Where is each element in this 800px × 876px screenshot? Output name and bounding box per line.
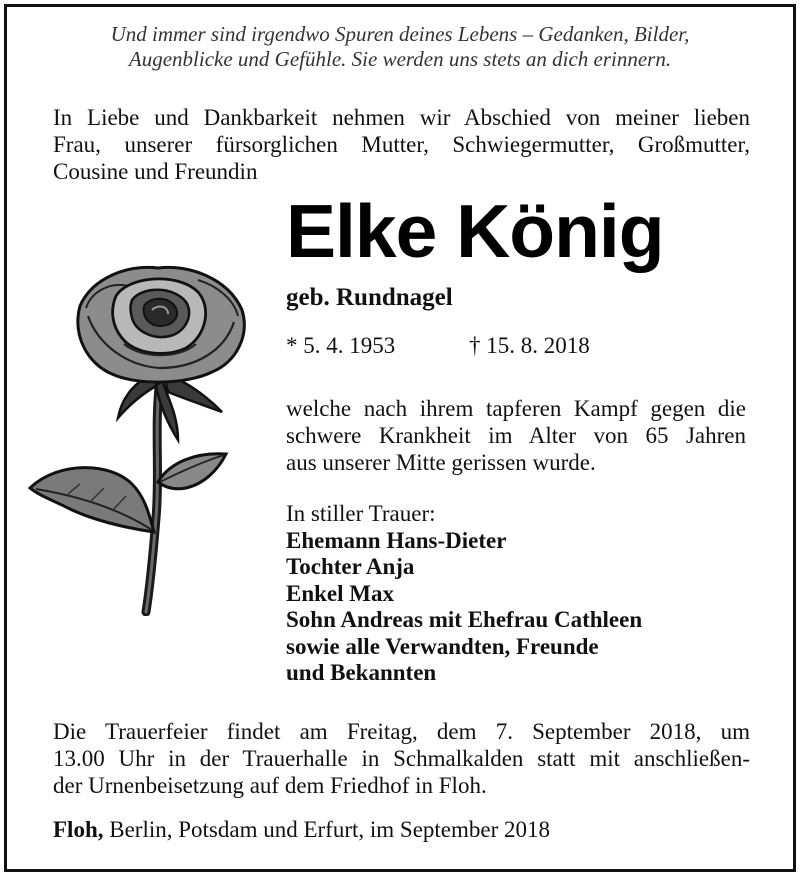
intro-line-3: Cousine und Freundin bbox=[53, 159, 258, 184]
passing-paragraph bbox=[286, 395, 746, 476]
motto-line-2: Augenblicke und Gefühle. Sie werden uns stets an dich erinnern. bbox=[128, 47, 672, 71]
funeral-paragraph bbox=[53, 718, 750, 799]
motto-verse bbox=[40, 22, 760, 72]
mourners-block bbox=[286, 501, 642, 687]
closing-place: Floh, bbox=[53, 817, 104, 842]
passing-line-1: welche nach ihrem tapferen Kampf gegen die bbox=[286, 396, 746, 421]
rose-illustration bbox=[28, 256, 258, 616]
funeral-line-2: 13.00 Uhr in der Trauerhalle in Schmalkalden statt mit anschließen- bbox=[53, 746, 750, 771]
mourner-line: sowie alle Verwandten, Freunde bbox=[286, 633, 599, 659]
deceased-name: Elke König bbox=[286, 189, 664, 273]
motto-line-1: Und immer sind irgendwo Spuren deines Lebens – Gedanken, Bilder, bbox=[110, 22, 690, 46]
mourner-line: Enkel Max bbox=[286, 580, 394, 606]
funeral-line-1: Die Trauerfeier findet am Freitag, dem 7. September 2018, um bbox=[53, 719, 750, 744]
intro-line-1: In Liebe und Dankbarkeit nehmen wir Abschied von meiner lieben bbox=[53, 105, 750, 130]
passing-line-2: schwere Krankheit im Alter von 65 Jahren bbox=[286, 423, 746, 448]
maiden-name: geb. Rundnagel bbox=[286, 284, 453, 311]
mourner-line: und Bekannten bbox=[286, 660, 437, 685]
mourner-line: Tochter Anja bbox=[286, 554, 415, 579]
mourner-line: Ehemann Hans-Dieter bbox=[286, 527, 507, 553]
intro-line-2: Frau, unserer fürsorglichen Mutter, Schwiegermutter, Großmutter, bbox=[53, 132, 750, 157]
death-date: † 15. 8. 2018 bbox=[469, 333, 590, 358]
passing-line-3: aus unserer Mitte gerissen wurde. bbox=[286, 450, 596, 475]
funeral-line-3: der Urnenbeisetzung auf dem Friedhof in Floh. bbox=[53, 773, 487, 798]
closing-line bbox=[53, 816, 550, 844]
intro-paragraph bbox=[53, 104, 750, 185]
mourner-line: Sohn Andreas mit Ehefrau Cathleen bbox=[286, 607, 643, 632]
birth-date: * 5. 4. 1953 bbox=[286, 333, 396, 358]
closing-rest: Berlin, Potsdam und Erfurt, im September 2018 bbox=[103, 817, 551, 842]
mourning-heading: In stiller Trauer: bbox=[286, 501, 436, 526]
